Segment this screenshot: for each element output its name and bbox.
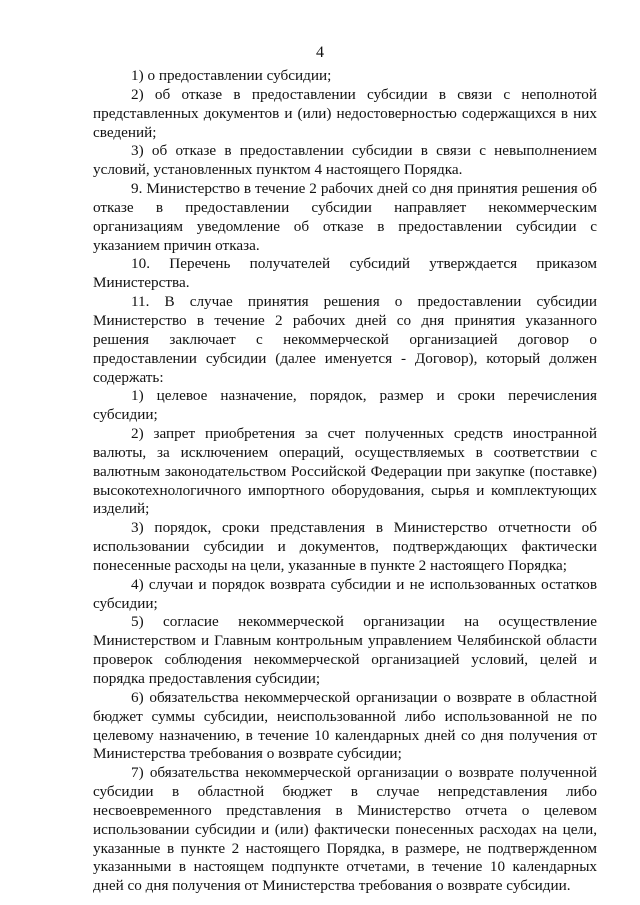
- paragraph: 11. В случае принятия решения о предоставлении субсидии Министерство в течение 2 рабочих дней со дня принятия указанного решения заключает с некоммерческой организацией договор о предоставлении субсидии (далее именуется - Договор), который должен содержать:: [93, 293, 597, 386]
- paragraph: 2) об отказе в предоставлении субсидии в связи с неполнотой представленных документов и (или) недостоверностью содержащихся в них сведений;: [93, 85, 597, 141]
- paragraph: 1) целевое назначение, порядок, размер и сроки перечисления субсидии;: [93, 387, 597, 424]
- paragraph: 10. Перечень получателей субсидий утверждается приказом Министерства.: [93, 255, 597, 292]
- paragraph: 4) случаи и порядок возврата субсидии и не использованных остатков субсидии;: [93, 575, 597, 612]
- paragraph: 6) обязательства некоммерческой организации о возврате в областной бюджет суммы субсидии, неиспользованной либо использованной не по целевому назначению, в течение 10 календарных дней со дня получения от Министерства требования о возврате субсидии;: [93, 688, 597, 763]
- document-body: [93, 67, 597, 896]
- paragraph: 1) о предоставлении субсидии;: [131, 67, 332, 84]
- paragraph: 5) согласие некоммерческой организации на осуществление Министерством и Главным контрольным управлением Челябинской области проверок соблюдения некоммерческой организацией условий, целей и порядка предоставления субсидии;: [93, 613, 597, 687]
- paragraph: 3) порядок, сроки представления в Министерство отчетности об использовании субсидии и документов, подтверждающих фактически понесенные расходы на цели, указанные в пункте 2 настоящего Порядка;: [93, 519, 597, 574]
- paragraph: 9. Министерство в течение 2 рабочих дней со дня принятия решения об отказе в предоставлении субсидии направляет некоммерческим организациям уведомление об отказе в предоставлении субсидии с указанием причин отказа.: [93, 180, 597, 254]
- paragraph: 3) об отказе в предоставлении субсидии в связи с невыполнением условий, установленных пунктом 4 настоящего Порядка.: [93, 142, 597, 179]
- page-number: 4: [316, 44, 324, 61]
- paragraph: 2) запрет приобретения за счет полученных средств иностранной валюты, за исключением операций, осуществляемых в соответствии с валютным законодательством Российской Федерации при закупке (поставке) высокотехнологичного импортного оборудования, сырья и комплектующих изделий;: [93, 425, 597, 518]
- paragraph: 7) обязательства некоммерческой организации о возврате полученной субсидии в областной бюджет в случае непредставления либо несвоевременного представления в Министерство отчета о целевом использовании субсидии и (или) фактически понесенных расходах на цели, указанные в пункте 2 настоящего Порядка, в размере, не подтвержденном указанными в настоящем подпункте отчетами, в течение 10 календарных дней со дня получения от Министерства требования о возврате субсидии.: [93, 764, 597, 895]
